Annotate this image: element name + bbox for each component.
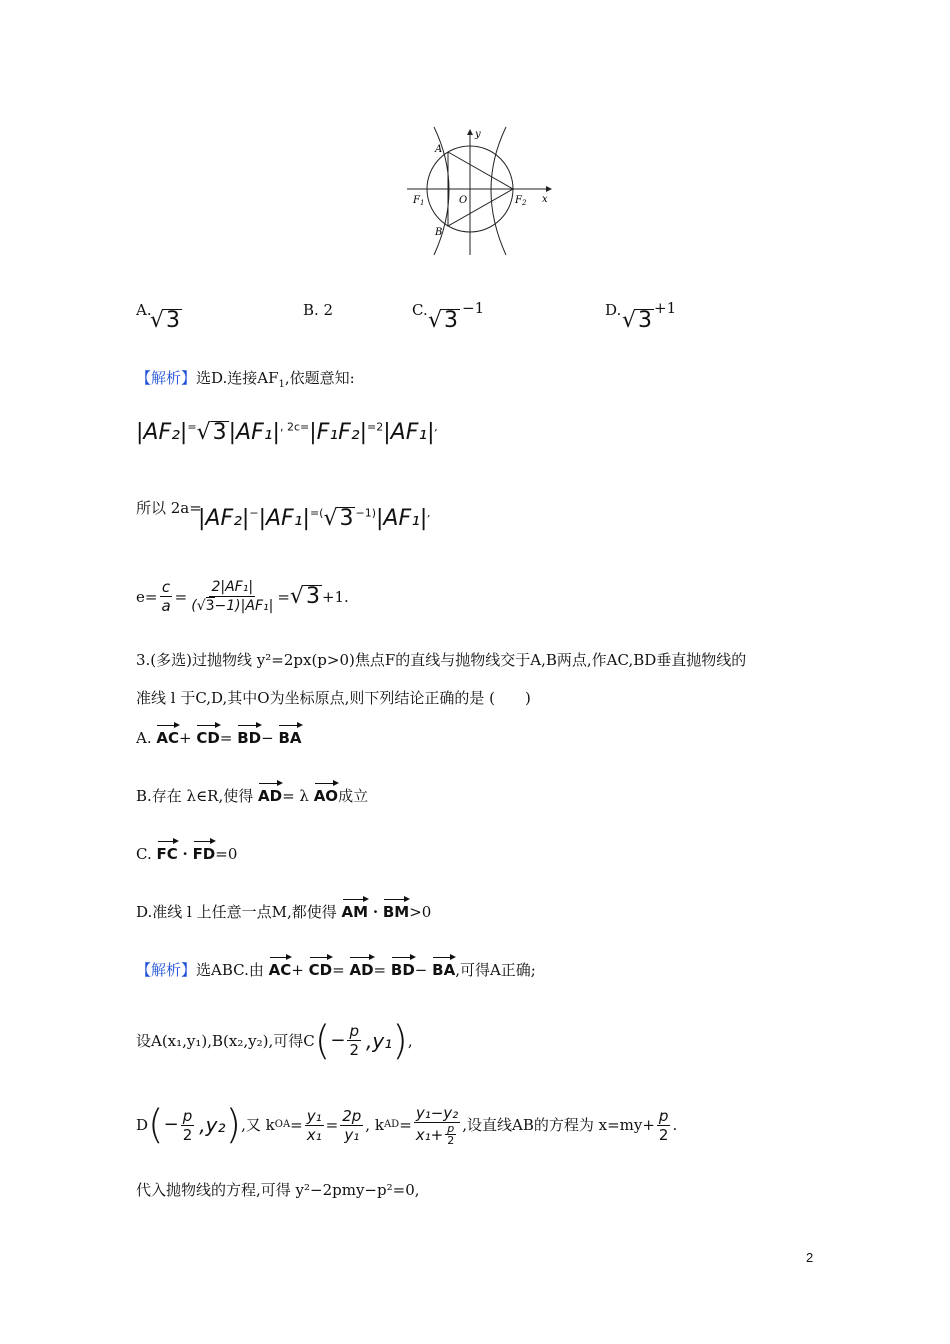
hyperbola-circle-figure xyxy=(404,125,554,260)
hyperbola-right-branch xyxy=(491,127,506,255)
option-a-label: A. xyxy=(136,301,152,319)
fraction-p-over-2: $\frac{p}{2}$ xyxy=(182,1106,193,1144)
label-A: A xyxy=(435,144,443,155)
y-axis-arrow xyxy=(467,129,473,135)
option-d-value: √3 xyxy=(622,308,653,333)
option-c-tail: −1 xyxy=(462,299,485,317)
q3-option-d: D.准线 l 上任意一点M,都使得 AM · BM>0 xyxy=(136,896,431,922)
vector-CD: CD xyxy=(309,954,332,980)
vector-FD: FD xyxy=(193,838,216,864)
q3-option-c: C. FC · FD=0 xyxy=(136,838,237,864)
q3-solution-line2: 设A(x₁,y₁),B(x₂,y₂),可得C ( − $\frac{p}{2}$ , y₁ ) , xyxy=(136,1017,413,1064)
vector-AD: AD xyxy=(349,954,373,980)
q2-eccentricity: e= $\frac{c}{a}$ = $\frac{\text{2|AF₁|}}{\text{(√3−1)|AF₁|}}$ = √3 +1. xyxy=(136,578,349,615)
vector-AO: AO xyxy=(314,780,338,806)
x-axis-arrow xyxy=(546,186,552,192)
label-F1: $F_1$ xyxy=(413,195,425,207)
page-number: 2 xyxy=(806,1250,814,1265)
solution-tag: 【解析】 xyxy=(136,961,197,979)
q3-solution-line3: D ( − $\frac{p}{2}$ , y₂ ) ,又 k OA = $\frac{\text{y₁}}{\text{x₁}}$ = $\frac{2p}{\text{y₁}}$ , k AD = y₁−y₂ x₁+ $\frac{p}{2}$ ,设直线AB的方程为 x=my+ $\frac{p}{2}$ . xyxy=(136,1102,678,1148)
vector-AC: AC xyxy=(269,954,292,980)
vector-CD: CD xyxy=(196,722,219,748)
q3-stem-line1: 3.(多选)过抛物线 y²=2px(p>0)焦点F的直线与抛物线交于A,B两点,作AC,BD垂直抛物线的 xyxy=(136,651,747,669)
vector-BD: BD xyxy=(391,954,415,980)
q3-option-b: B.存在 λ∈R,使得 AD= λ AO成立 xyxy=(136,780,368,806)
vector-AC: AC xyxy=(156,722,179,748)
option-a-value: √3 xyxy=(150,308,181,333)
q3-solution-line1: 【解析】选ABC.由 AC+ CD= AD= BD− BA,可得A正确; xyxy=(136,954,536,980)
vector-FC: FC xyxy=(157,838,178,864)
q2-line2-prefix: 所以 2a= xyxy=(136,499,202,517)
fraction-kOA-2: $\frac{2p}{\text{y₁}}$ xyxy=(342,1106,362,1144)
fraction-kOA-1: $\frac{\text{y₁}}{\text{x₁}}$ xyxy=(306,1106,322,1144)
option-b: B. 2 xyxy=(303,301,334,319)
label-F2: $F_2$ xyxy=(515,195,527,207)
q2-equation-1: $|AF_2|^=√3|AF_1|^{, 2c=}|F_1F_2|^{=2}|AF_1|^,$ xyxy=(136,420,439,445)
q3-solution-line4: 代入抛物线的方程,可得 y²−2pmy−p²=0, xyxy=(136,1181,420,1199)
q2-solution-line1: 【解析】选D.连接$AF_1$,依题意知: xyxy=(136,369,355,390)
vector-AM: AM xyxy=(342,896,369,922)
option-c: C. xyxy=(412,301,428,319)
option-d: D. xyxy=(605,301,622,319)
q2-equation-2: |AF₂|−|AF₁|=(√3 $^{-1)}$|AF₁|, xyxy=(198,506,431,531)
fraction-e-value: $\frac{\text{2|AF₁|}}{\text{(√3−1)|AF₁|}}$ xyxy=(191,579,274,614)
label-O: O xyxy=(459,195,468,206)
option-c-value: √3 xyxy=(428,308,459,333)
vector-BA: BA xyxy=(278,722,301,748)
q3-option-a: A. AC+ CD= BD− BA xyxy=(136,722,302,748)
vector-BM: BM xyxy=(383,896,409,922)
vector-AD: AD xyxy=(258,780,282,806)
vector-BA: BA xyxy=(432,954,455,980)
label-x: x xyxy=(542,194,548,205)
option-d-tail: +1 xyxy=(654,299,677,317)
fraction-p-over-2: $\frac{p}{2}$ xyxy=(349,1022,359,1059)
fraction-p-over-2-line: $\frac{p}{2}$ xyxy=(658,1106,669,1144)
label-B: B xyxy=(435,227,443,238)
solution-tag: 【解析】 xyxy=(136,369,197,387)
label-y: y xyxy=(475,129,481,140)
q3-stem-line2: 准线 l 于C,D,其中O为坐标原点,则下列结论正确的是 ( ) xyxy=(136,689,531,707)
fraction-c-over-a: $\frac{c}{a}$ xyxy=(161,578,171,615)
fraction-kAD: y₁−y₂ x₁+ $\frac{p}{2}$ xyxy=(415,1104,459,1147)
vector-BD: BD xyxy=(237,722,261,748)
